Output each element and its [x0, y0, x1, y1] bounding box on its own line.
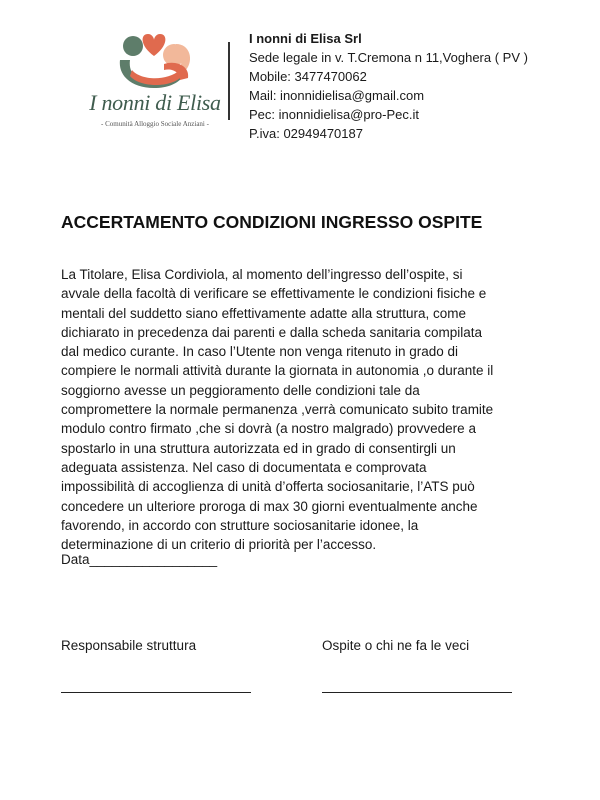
signature-line-guest[interactable]: [322, 691, 512, 693]
signature-label-manager: Responsabile struttura: [61, 638, 197, 653]
body-line: dal medico curante. In caso l’Utente non venga ritenuto in grado di: [61, 344, 458, 360]
logo-tagline: - Comunità Alloggio Sociale Anziani -: [101, 120, 209, 128]
body-line: modulo contro firmato ,che si dovrà (a nostro malgrado) provvedere a: [61, 421, 476, 437]
company-mail: Mail: inonnidielisa@gmail.com: [249, 88, 425, 103]
body-line: concedere un ulteriore proroga di max 30 giorni eventualmente anche: [61, 498, 478, 514]
body-line: compromettere la normale permanenza ,verrà comunicato subito tramite: [61, 402, 494, 418]
body-line: adeguata assistenza. Nel caso di documentata e comprovata: [61, 459, 427, 475]
company-mobile: Mobile: 3477470062: [249, 69, 367, 84]
company-pec: Pec: inonnidielisa@pro-Pec.it: [249, 107, 420, 122]
body-line: dichiarato in precedenza dai parenti e dalla scheda sanitaria compilata: [61, 324, 483, 340]
logo-name: I nonni di Elisa: [89, 90, 221, 115]
company-name: I nonni di Elisa Srl: [249, 31, 362, 46]
company-info: [249, 29, 528, 143]
logo-hug-heart-icon: [110, 30, 200, 92]
body-line: compiere le normali attività durante la giornata in autonomia ,o durante il: [61, 363, 494, 379]
body-line: favorendo, in accordo con strutture sociosanitarie idonee, la: [61, 517, 419, 533]
date-field[interactable]: Data_________________: [61, 552, 218, 567]
body-line: soggiorno avesse un peggioramento delle condizioni tale da: [61, 382, 420, 398]
document-body: [61, 265, 551, 554]
company-logo: [80, 28, 230, 134]
body-line: La Titolare, Elisa Cordiviola, al momento dell’ingresso dell’ospite, si: [61, 267, 463, 282]
company-address: Sede legale in v. T.Cremona n 11,Voghera ( PV ): [249, 50, 528, 65]
body-line: avvale della facoltà di verificare se effettivamente le condizioni fisiche e: [61, 286, 487, 302]
signature-line-manager[interactable]: [61, 691, 251, 693]
signature-label-guest: Ospite o chi ne fa le veci: [322, 638, 470, 653]
company-piva: P.iva: 02949470187: [249, 126, 363, 141]
body-line: impossibilità di accoglienza di unità d’offerta sociosanitarie, l’ATS può: [61, 479, 475, 495]
body-line: spostarlo in una struttura autorizzata ed in grado di consentirgli un: [61, 440, 456, 456]
body-line: determinazione di un criterio di priorità per l’accesso.: [61, 537, 377, 553]
document-title: ACCERTAMENTO CONDIZIONI INGRESSO OSPITE: [61, 212, 483, 232]
body-line: mentali del suddetto siano effettivamente adatte alla struttura, come: [61, 305, 466, 321]
header-divider: [228, 42, 230, 120]
